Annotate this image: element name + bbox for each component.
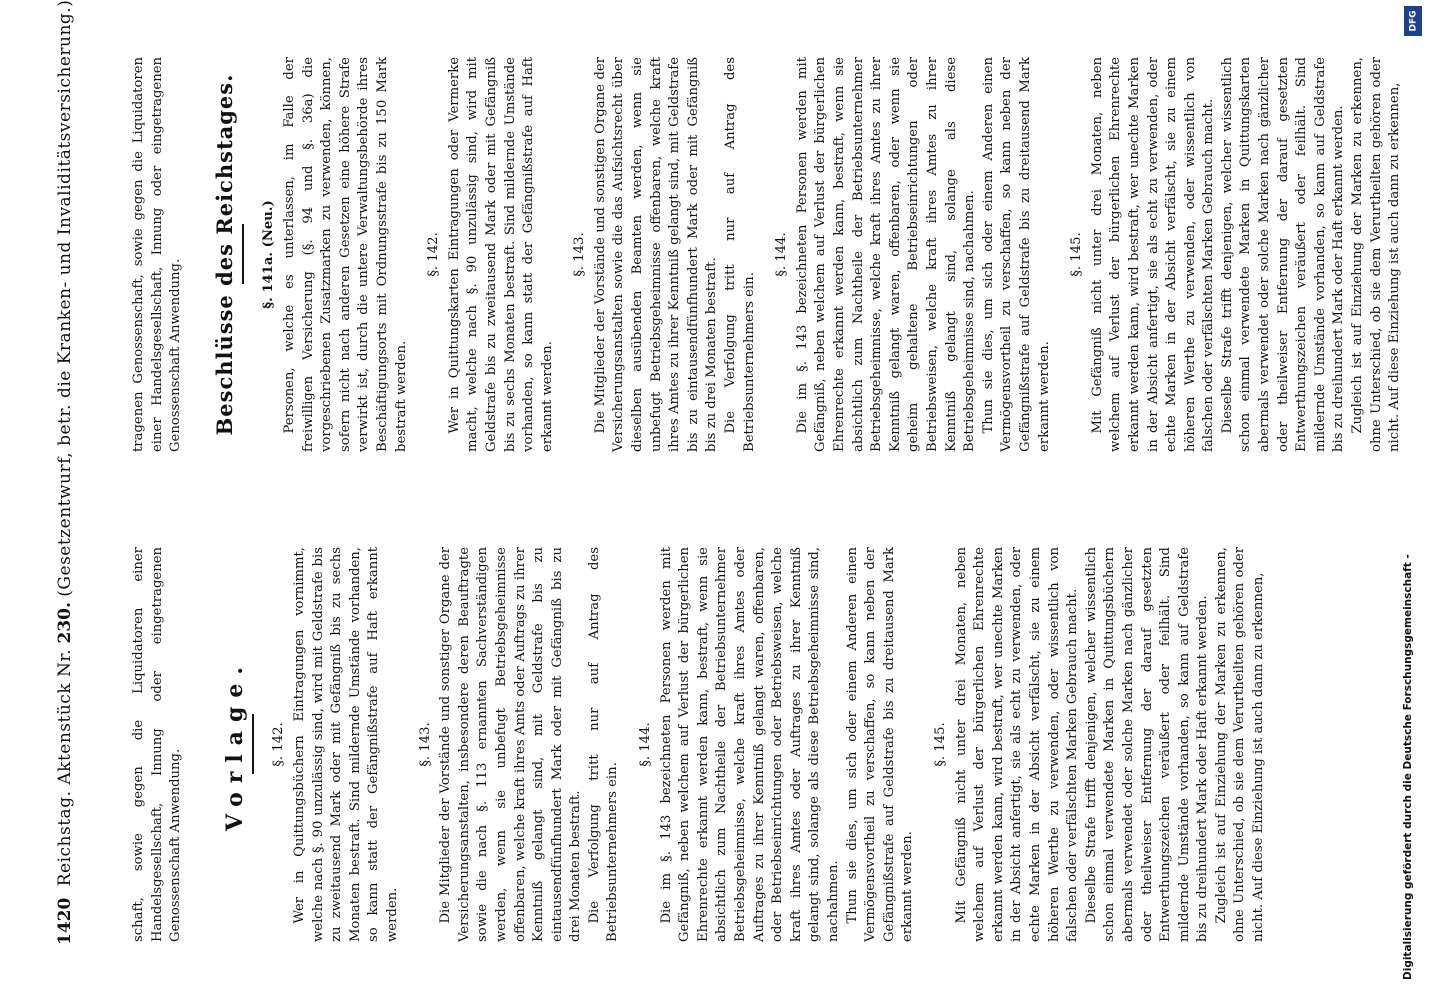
- section-text: Mit Gefängniß nicht unter drei Monaten, neben welchem auf Verlust der bürgerlichen Ehrenrechte erkannt werden kann, wird bestraft, wer unechte Marken in der Absicht anfertigt, sie als echt zu verwenden, oder echte Marken in der Absicht verfälscht, sie zu einem höheren Werthe zu verwenden, oder wissentlich von falschen oder verfälschten Marken Gebrauch macht.: [953, 547, 1081, 942]
- section-text: Dieselbe Strafe trifft denjenigen, welcher wissentlich schon einmal verwendete Marken in Quittungskarten abermals verwendet oder solche Marken nach gänzlicher oder theilweiser Entfernung der darauf gesetzten Entwerthungszeichen veräußert oder feilhält. Sind mildernde Umstände vorhanden, so kann auf Geldstrafe bis zu dreihundert Mark oder Haft erkannt werden.: [1219, 57, 1347, 452]
- heading-rule: [242, 225, 244, 285]
- section-title: §. 142.: [271, 722, 287, 767]
- column-vorlage: [130, 547, 1380, 942]
- funding-note-text: Digitalisierung gefördert durch die Deutsche Forschungsgemeinschaft -: [1402, 554, 1414, 980]
- section-text: Mit Gefängniß nicht unter drei Monaten, neben welchem auf Verlust der bürgerlichen Ehrenrechte erkannt werden kann, wird bestraft, wer unechte Marken in der Absicht anfertigt, sie als echt zu verwenden, oder echte Marken in der Absicht verfälscht, sie zu einem höheren Werthe zu verwenden, oder wissentlich von falschen oder verfälschten Marken Gebrauch macht.: [1089, 57, 1217, 452]
- page-header: [55, 0, 85, 945]
- section-title: §. 145.: [1069, 232, 1085, 277]
- section-title: §. 142.: [426, 232, 442, 277]
- section-text: Zugleich ist auf Einziehung der Marken zu erkennen, ohne Unterschied, ob sie dem Verurtheilten gehören oder nicht. Auf diese Einziehung ist auch dann zu erkennen,: [1350, 57, 1403, 452]
- section-text: Die Mitglieder der Vorstände und sonstigen Organe der Versicherungsanstalten sowie die das Aufsichtsrecht über dieselben ausübenden Beamten werden, wenn sie unbefugt Betriebsgeheimnisse offenbaren, welche kraft ihres Amtes zu ihrer Kenntniß gelangt sind, mit Geldstrafe bis zu eintausendfünfhundert Mark oder mit Gefängniß bis zu drei Monaten bestraft.: [592, 57, 720, 452]
- section-text: Die im §. 143 bezeichneten Personen werden mit Gefängniß, neben welchem auf Verlust der bürgerlichen Ehrenrechte erkannt werden kann, bestraft, wenn sie absichtlich zum Nachtheile der Betriebsunternehmer Betriebsgeheimnisse, welche kraft ihres Amtes oder Auftrages zu ihrer Kenntniß gelangt waren, offenbaren, oder Betriebseinrichtungen oder Betriebsweisen, welche kraft ihres Amtes oder Auftrages zu ihrer Kenntniß gelangt sind, solange als diese Betriebsgeheimnisse sind, nachahmen.: [658, 547, 841, 942]
- page-number: 1420: [55, 897, 75, 945]
- section-text: Zugleich ist auf Einziehung der Marken zu erkennen, ohne Unterschied, ob sie dem Verurtheilten gehören oder nicht. Auf diese Einziehung ist auch dann zu erkennen,: [1213, 547, 1267, 942]
- intro-text: schaft, sowie gegen die Liquidatoren einer Handelsgesellschaft, Innung oder eingetragenen Genossenschaft Anwendung.: [131, 547, 184, 942]
- column-heading: Beschlüsse des Reichstages.: [211, 73, 237, 436]
- section-title: §. 141a. (Neu.): [261, 200, 277, 309]
- section-text: Thun sie dies, um sich oder einem Anderen einen Vermögensvortheil zu verschaffen, so kann neben der Gefängnißstrafe auf Geldstrafe bis zu dreitausend Mark erkannt werden.: [980, 57, 1052, 452]
- section-text: Die Verfolgung tritt nur auf Antrag des Betriebsunternehmers ein.: [723, 57, 757, 452]
- dfg-logo: DFG: [1404, 6, 1422, 36]
- document-number: 230.: [55, 602, 75, 644]
- section-text: Die Verfolgung tritt nur auf Antrag des Betriebsunternehmers ein.: [586, 547, 621, 942]
- section-title: §. 143.: [572, 232, 588, 277]
- section-text: Dieselbe Strafe trifft denjenigen, welcher wissentlich schon einmal verwendete Marken in Quittungsbüchern abermals verwendet oder solche Marken nach gänzlicher oder theilweiser Entfernung der darauf gesetzten Entwerthungszeichen veräußert oder feilhält. Sind mildernde Umstände vorhanden, so kann auf Geldstrafe bis zu dreihundert Mark oder Haft erkannt werden.: [1083, 547, 1211, 942]
- header-text: Reichstag. Aktenstück Nr.: [55, 648, 75, 887]
- column-beschluesse: [130, 57, 1403, 452]
- section-title: §. 145.: [932, 722, 948, 767]
- section-title: §. 144.: [638, 722, 654, 767]
- section-text: Die im §. 143 bezeichneten Personen werden mit Gefängniß, neben welchem auf Verlust der bürgerlichen Ehrenrechte erkannt werden kann, bestraft, wenn sie absichtlich zum Nachtheile der Betriebsunternehmer Betriebsgeheimnisse, welche kraft ihres Amtes zu ihrer Kenntniß gelangt waren, offenbaren, oder wenn sie geheim gehaltene Betriebseinrichtungen oder Betriebsweisen, welche kraft ihres Amtes zu ihrer Kenntniß gelangt sind, solange als diese Betriebsgeheimnisse sind, nachahmen.: [794, 57, 978, 452]
- heading-rule: [252, 715, 254, 775]
- section-text: Wer in Quittungskarten Eintragungen oder Vermerke macht, welche nach §. 90 unzulässig sind, wird mit Geldstrafe bis zu zweitausend Mark oder mit Gefängniß bis zu sechs Monaten bestraft. Sind mildernde Umstände vorhanden, so kann statt der Gefängnißstrafe auf Haft erkannt werden.: [446, 57, 555, 452]
- intro-text: tragenen Genossenschaft, sowie gegen die Liquidatoren einer Handelsgesellschaft, Innung oder eingetragenen Genossenschaft Anwendung.: [131, 57, 184, 452]
- section-text: Personen, welche es unterlassen, im Falle der freiwilligen Versicherung (§. 94 und §. 36a) die vorgeschriebenen Zusatzmarken zu verwenden, können, sofern nicht nach anderen Gesetzen eine höhere Strafe verwirkt ist, durch die untere Verwaltungsbehörde ihres Beschäftigungsorts mit Ordnungsstrafe bis zu 150 Mark bestraft werden.: [281, 57, 409, 452]
- header-subtitle: (Gesetzentwurf, betr. die Kranken- und Invaliditätsversicherung.): [55, 0, 75, 597]
- section-title: §. 144.: [774, 232, 790, 277]
- column-heading: Vorlage.: [221, 658, 248, 831]
- section-text: Thun sie dies, um sich oder einem Anderen einen Vermögensvortheil zu verschaffen, so kann neben der Gefängnißstrafe auf Geldstrafe bis zu dreitausend Mark erkannt werden.: [844, 547, 916, 942]
- funding-note: [1388, 0, 1432, 1000]
- section-text: Die Mitglieder der Vorstände und sonstiger Organe der Versicherungsanstalten, insbesondere deren Beauftragte sowie die nach §. 113 ernannten Sachverständigen werden, wenn sie unbefugt Betriebsgeheimnisse offenbaren, welche kraft ihres Amts oder Auftrags zu ihrer Kenntniß gelangt sind, mit Geldstrafe bis zu eintausendfünfhundert Mark oder mit Gefängniß bis zu drei Monaten bestraft.: [438, 547, 584, 942]
- section-text: Wer in Quittungsbüchern Eintragungen vornimmt, welche nach §. 90 unzulässig sind, wird mit Geldstrafe bis zu zweitausend Mark oder mit Gefängniß bis zu sechs Monaten bestraft. Sind mildernde Umstände vorhanden, so kann statt der Gefängnißstrafe auf Haft erkannt werden.: [291, 547, 400, 942]
- section-title: §. 143.: [417, 722, 433, 767]
